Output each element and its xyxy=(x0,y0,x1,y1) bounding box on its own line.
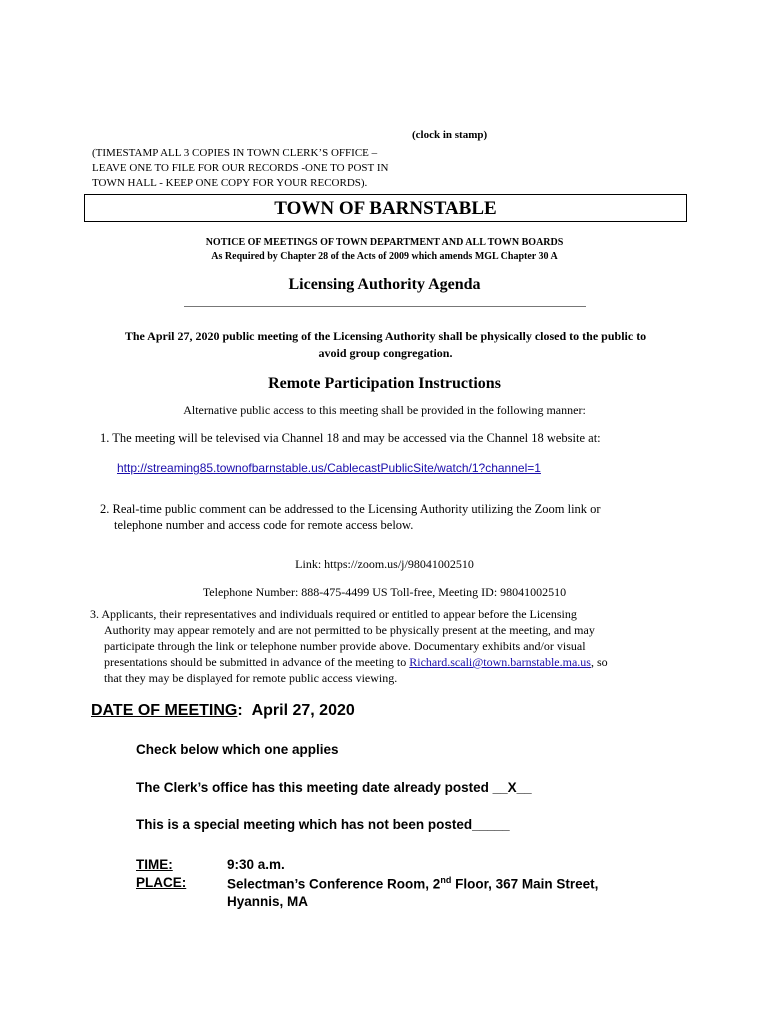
item3-line: participate through the link or telephone number provide above. Documentary exhibits and/or visual xyxy=(104,639,586,653)
closed-notice xyxy=(88,328,683,362)
agenda-title: Licensing Authority Agenda xyxy=(288,276,481,293)
time-value: 9:30 a.m. xyxy=(227,857,285,872)
instruction-item-2 xyxy=(100,501,680,533)
place-label: PLACE: xyxy=(136,875,187,890)
timestamp-instructions xyxy=(92,146,422,191)
clock-stamp-note: (clock in stamp) xyxy=(412,129,488,141)
item3-text: , so xyxy=(590,655,608,669)
divider xyxy=(184,306,586,307)
channel-18-link[interactable]: http://streaming85.townofbarnstable.us/CablecastPublicSite/watch/1?channel=1 xyxy=(117,461,541,475)
date-value: April 27, 2020 xyxy=(251,702,355,719)
item3-line: that they may be displayed for remote public access viewing. xyxy=(104,671,398,685)
zoom-link[interactable]: Link: https://zoom.us/j/98041002510 xyxy=(295,557,474,571)
item3-line: Authority may appear remotely and are not permitted to be physically present at the meeting, and may xyxy=(104,623,595,637)
place-sup: nd xyxy=(440,875,452,885)
closed-line: avoid group congregation. xyxy=(318,346,453,360)
instruction-item-3 xyxy=(90,606,680,686)
check-below: Check below which one applies xyxy=(136,742,339,757)
place-text: Selectman’s Conference Room, 2 xyxy=(227,876,441,892)
date-label: DATE OF MEETING xyxy=(91,702,238,719)
email-link[interactable]: Richard.scali@town.barnstable.ma.us xyxy=(409,655,591,669)
date-separator: : xyxy=(237,702,243,719)
item3-text: presentations should be submitted in advance of the meeting to xyxy=(104,655,410,669)
title-box xyxy=(84,194,687,222)
time-label: TIME: xyxy=(136,857,173,872)
telephone-info: Telephone Number: 888-475-4499 US Toll-free, Meeting ID: 98041002510 xyxy=(202,585,567,599)
special-meeting-option: This is a special meeting which has not been posted_____ xyxy=(136,817,510,832)
item2-line: 2. Real-time public comment can be addressed to the Licensing Authority utilizing the Zoom link or xyxy=(100,502,601,516)
place-text: Floor, 367 Main Street, xyxy=(451,876,599,892)
item2-line: telephone number and access code for remote access below. xyxy=(114,518,414,532)
notice-line: As Required by Chapter 28 of the Acts of 2009 which amends MGL Chapter 30 A xyxy=(211,251,558,262)
instruction-item-1: 1. The meeting will be televised via Channel 18 and may be accessed via the Channel 18 website at: xyxy=(100,431,601,445)
item3-line-email xyxy=(90,654,680,670)
timestamp-line: TOWN HALL - KEEP ONE COPY FOR YOUR RECORDS). xyxy=(92,177,368,189)
place-value xyxy=(227,875,598,892)
meeting-date xyxy=(91,702,355,720)
page-title: TOWN OF BARNSTABLE xyxy=(274,198,497,219)
remote-intro: Alternative public access to this meeting shall be provided in the following manner: xyxy=(183,403,586,417)
closed-line: The April 27, 2020 public meeting of the Licensing Authority shall be physically closed to the public to xyxy=(124,329,647,343)
timestamp-line: (TIMESTAMP ALL 3 COPIES IN TOWN CLERK’S OFFICE – xyxy=(92,147,378,159)
notice-line: NOTICE OF MEETINGS OF TOWN DEPARTMENT AND ALL TOWN BOARDS xyxy=(205,237,564,248)
clerk-posted-option: The Clerk’s office has this meeting date already posted __X__ xyxy=(136,780,532,795)
place-value-line2: Hyannis, MA xyxy=(227,894,309,909)
item3-line: 3. Applicants, their representatives and individuals required or entitled to appear before the Licensing xyxy=(90,607,577,621)
notice-block xyxy=(84,236,685,264)
remote-heading: Remote Participation Instructions xyxy=(268,375,501,392)
timestamp-line: LEAVE ONE TO FILE FOR OUR RECORDS -ONE TO POST IN xyxy=(92,162,389,174)
